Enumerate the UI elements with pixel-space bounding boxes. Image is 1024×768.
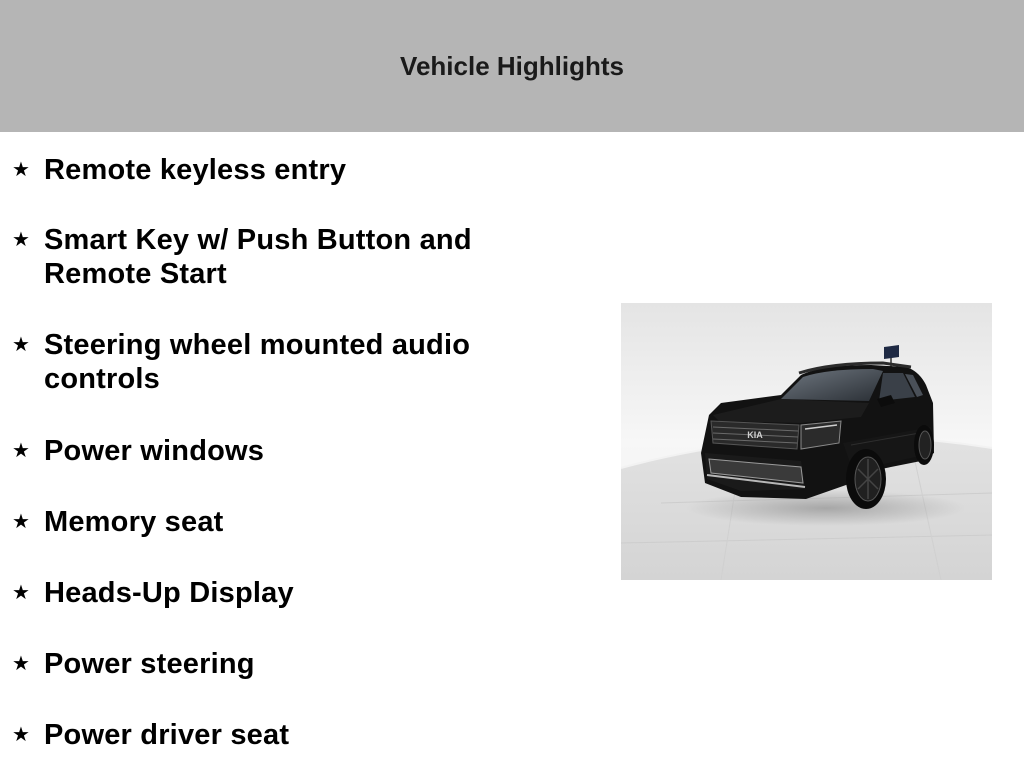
page-header (0, 0, 1024, 132)
star-icon: ★ (12, 511, 30, 533)
list-item (0, 328, 580, 396)
star-icon: ★ (12, 159, 30, 181)
list-item (0, 153, 580, 187)
star-icon: ★ (12, 653, 30, 675)
feature-label: Steering wheel mounted audio controls (44, 329, 471, 395)
star-icon: ★ (12, 724, 30, 746)
star-icon: ★ (12, 440, 30, 462)
feature-label: Heads-Up Display (44, 577, 294, 609)
feature-label: Power driver seat (44, 719, 290, 751)
list-item (0, 576, 580, 610)
list-item (0, 223, 580, 291)
star-icon: ★ (12, 229, 30, 251)
feature-label: Remote keyless entry (44, 154, 347, 186)
feature-label: Memory seat (44, 506, 224, 538)
list-item (0, 434, 580, 468)
kia-badge: KIA (747, 430, 763, 440)
feature-label: Smart Key w/ Push Button and Remote Start (44, 224, 472, 290)
list-item (0, 718, 580, 752)
star-icon: ★ (12, 334, 30, 356)
vehicle-photo (621, 303, 992, 580)
feature-label: Power windows (44, 435, 265, 467)
vehicle-illustration (621, 303, 992, 580)
list-item (0, 647, 580, 681)
page-title: Vehicle Highlights (400, 50, 624, 81)
feature-label: Power steering (44, 648, 255, 680)
star-icon: ★ (12, 582, 30, 604)
list-item (0, 505, 580, 539)
